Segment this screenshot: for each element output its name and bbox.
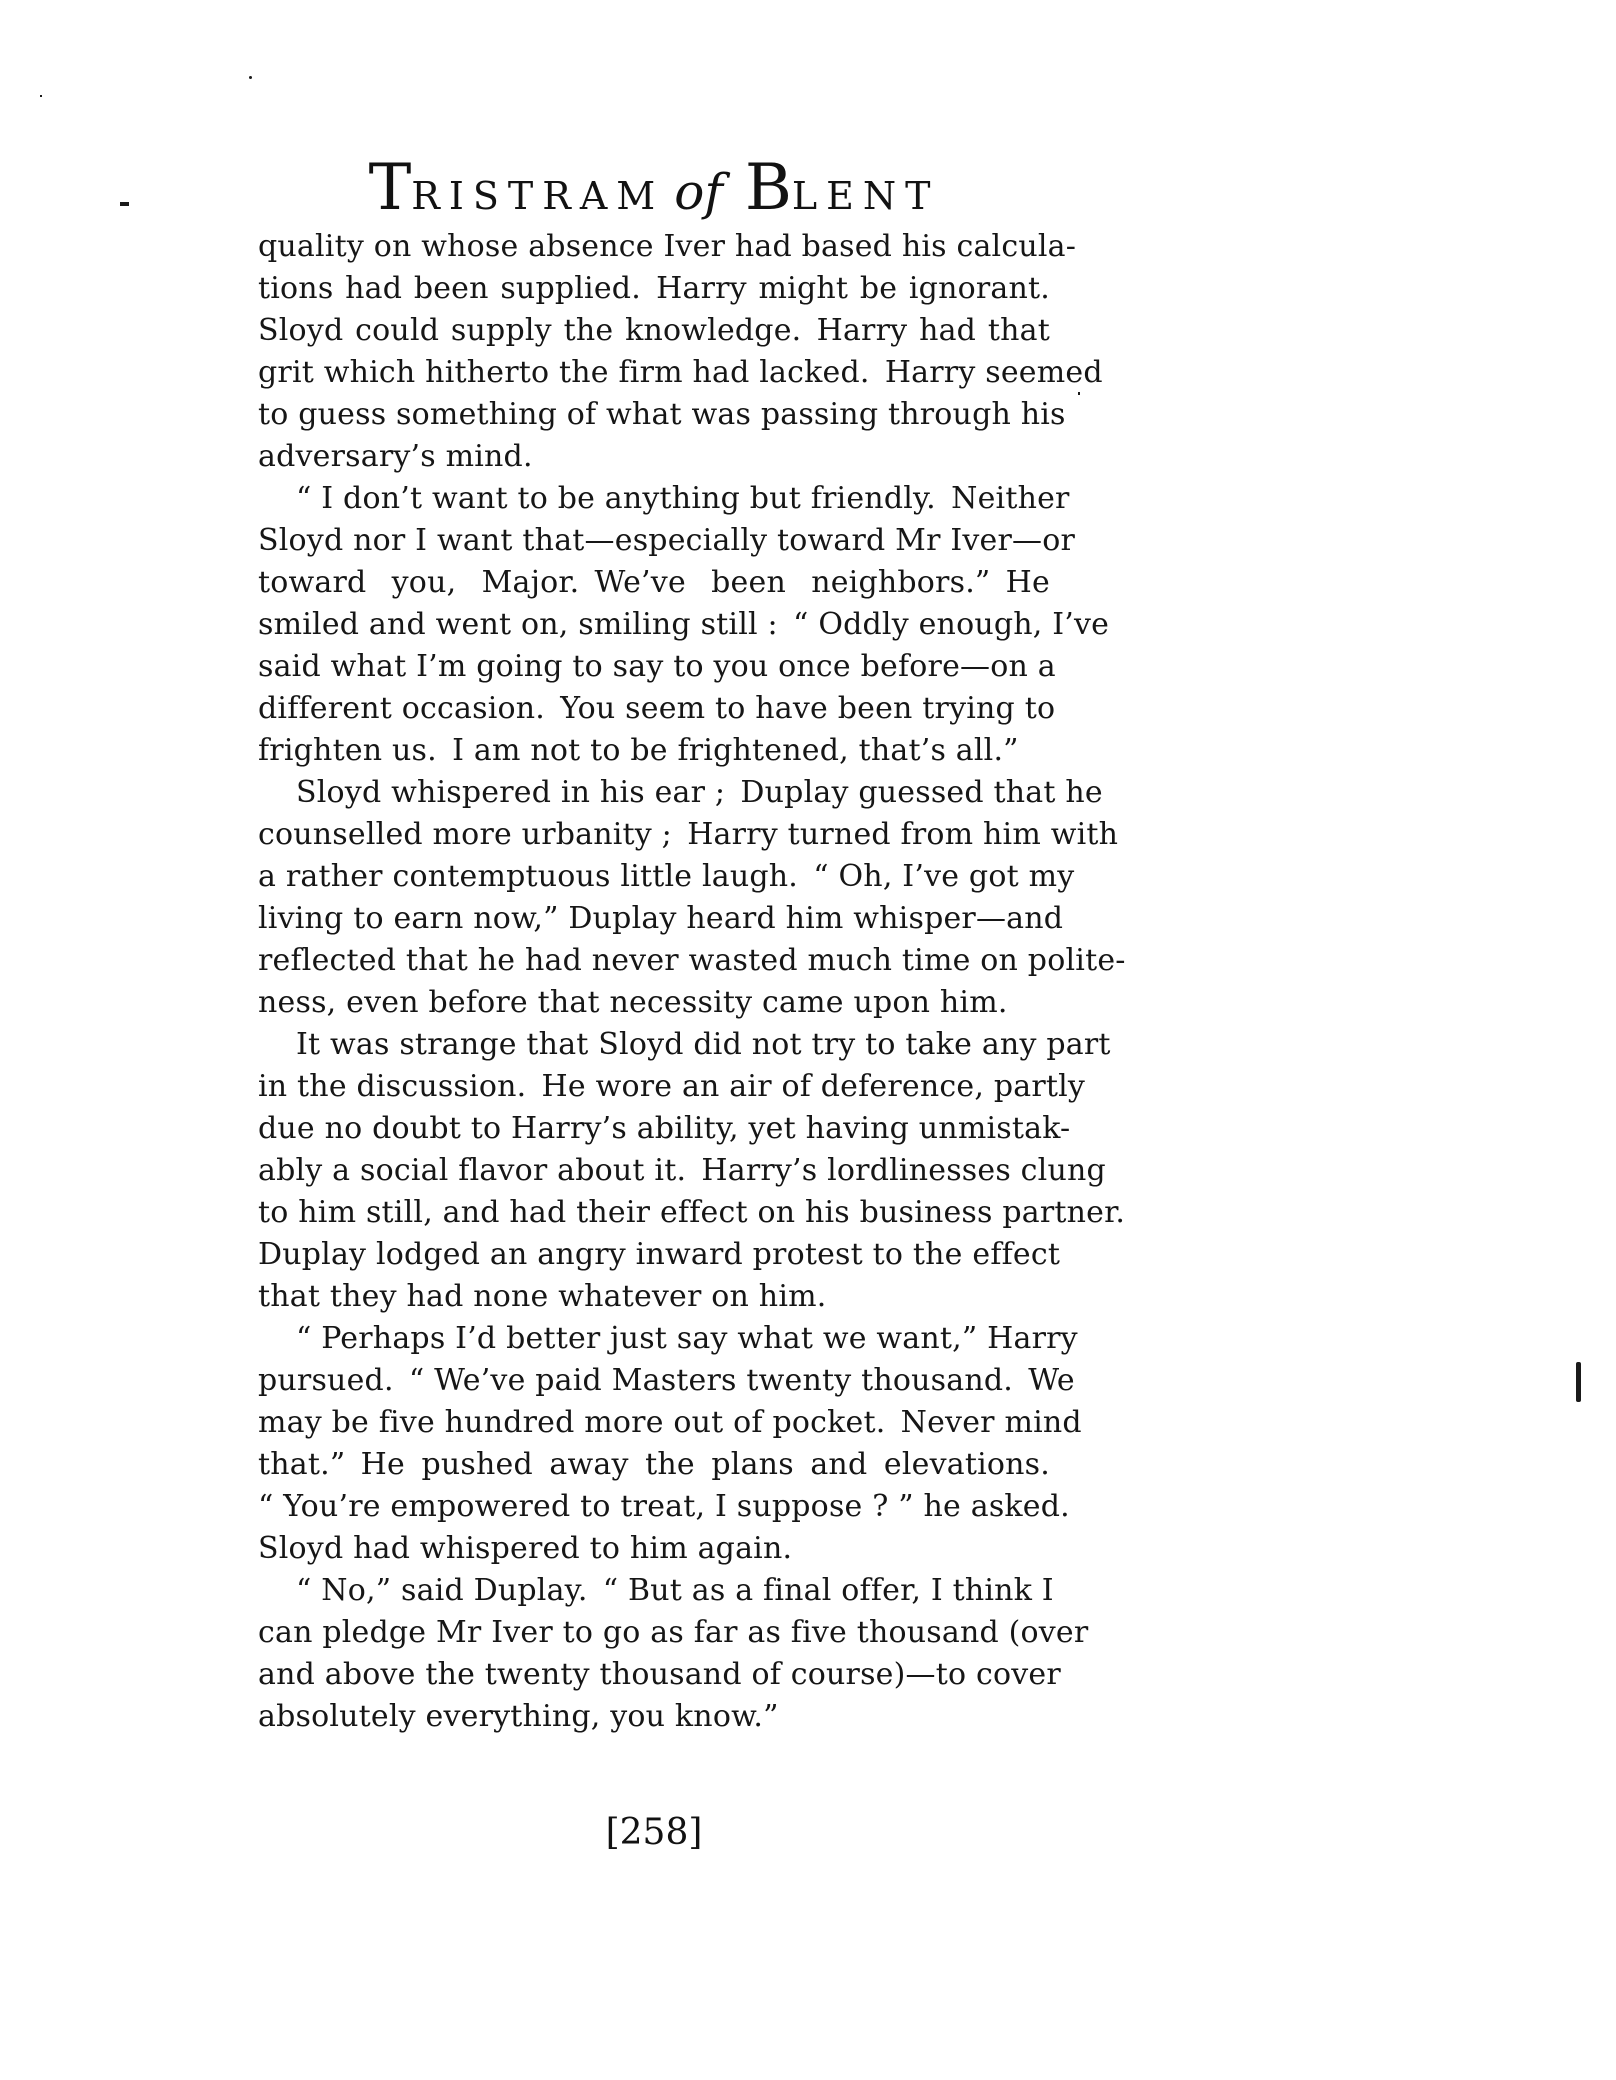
text-line: a rather contemptuous little laugh. “ Oh, I’ve got my (258, 859, 1075, 894)
text-line: living to earn now,” Duplay heard him whisper—and (258, 901, 1064, 936)
text-line: and above the twenty thousand of course)—to cover (258, 1657, 1061, 1692)
scan-speck (120, 202, 129, 206)
text-line: in the discussion. He wore an air of deference, partly (258, 1069, 1086, 1104)
text-block (258, 226, 1126, 1738)
text-line: Sloyd could supply the knowledge. Harry had that (258, 313, 1050, 348)
scan-speck (40, 95, 42, 97)
text-line: can pledge Mr Iver to go as far as five thousand (over (258, 1615, 1089, 1650)
page-number: [258] (605, 1812, 703, 1853)
title-word-2: LENT (791, 174, 940, 218)
paragraph (258, 1570, 1089, 1738)
title-initial-2: B (744, 151, 792, 225)
text-line: smiled and went on, smiling still : “ Oddly enough, I’ve (258, 607, 1110, 642)
text-line: that.” He pushed away the plans and elevations. (258, 1447, 1050, 1482)
title-connector: of (674, 163, 723, 221)
text-line: Sloyd whispered in his ear ; Duplay guessed that he (296, 775, 1103, 810)
title-word-1: RISTRAM (411, 174, 665, 218)
text-line: Sloyd nor I want that—especially toward Mr Iver—or (258, 523, 1076, 558)
text-line: quality on whose absence Iver had based his calcula- (258, 229, 1077, 264)
title-initial-1: T (368, 151, 412, 225)
text-line: to guess something of what was passing through his (258, 397, 1066, 432)
paragraph (258, 1318, 1082, 1570)
paragraph (258, 226, 1103, 478)
text-line: Duplay lodged an angry inward protest to the effect (258, 1237, 1061, 1272)
text-line: It was strange that Sloyd did not try to take any part (296, 1027, 1111, 1062)
paragraph (258, 1024, 1126, 1318)
text-line: pursued. “ We’ve paid Masters twenty thousand. We (258, 1363, 1075, 1398)
text-line: “ You’re empowered to treat, I suppose ? ” he asked. (258, 1489, 1070, 1524)
text-line: frighten us. I am not to be frightened, that’s all.” (258, 733, 1019, 768)
scan-speck (1078, 392, 1080, 395)
text-line: “ I don’t want to be anything but friendly. Neither (296, 481, 1070, 516)
scan-speck (1576, 1362, 1581, 1402)
scan-speck (249, 76, 252, 79)
text-line: different occasion. You seem to have been trying to (258, 691, 1056, 726)
text-line: to him still, and had their effect on his business partner. (258, 1195, 1126, 1230)
text-line: may be five hundred more out of pocket. Never mind (258, 1405, 1082, 1440)
text-line: “ No,” said Duplay. “ But as a final offer, I think I (296, 1573, 1054, 1608)
text-line: counselled more urbanity ; Harry turned from him with (258, 817, 1119, 852)
page-title (258, 151, 1050, 225)
text-line: reflected that he had never wasted much time on polite- (258, 943, 1126, 978)
text-line: said what I’m going to say to you once before—on a (258, 649, 1056, 684)
text-line: ably a social flavor about it. Harry’s lordlinesses clung (258, 1153, 1106, 1188)
text-line: toward you, Major. We’ve been neighbors.” He (258, 565, 1050, 600)
text-line: due no doubt to Harry’s ability, yet having unmistak- (258, 1111, 1071, 1146)
text-line: Sloyd had whispered to him again. (258, 1531, 793, 1566)
text-line: “ Perhaps I’d better just say what we want,” Harry (296, 1321, 1078, 1356)
text-line: that they had none whatever on him. (258, 1279, 827, 1314)
text-line: absolutely everything, you know.” (258, 1699, 779, 1734)
text-line: grit which hitherto the firm had lacked. Harry seemed (258, 355, 1103, 390)
paragraph (258, 478, 1110, 772)
text-line: tions had been supplied. Harry might be ignorant. (258, 271, 1050, 306)
text-line: adversary’s mind. (258, 439, 533, 474)
text-line: ness, even before that necessity came upon him. (258, 985, 1008, 1020)
paragraph (258, 772, 1126, 1024)
